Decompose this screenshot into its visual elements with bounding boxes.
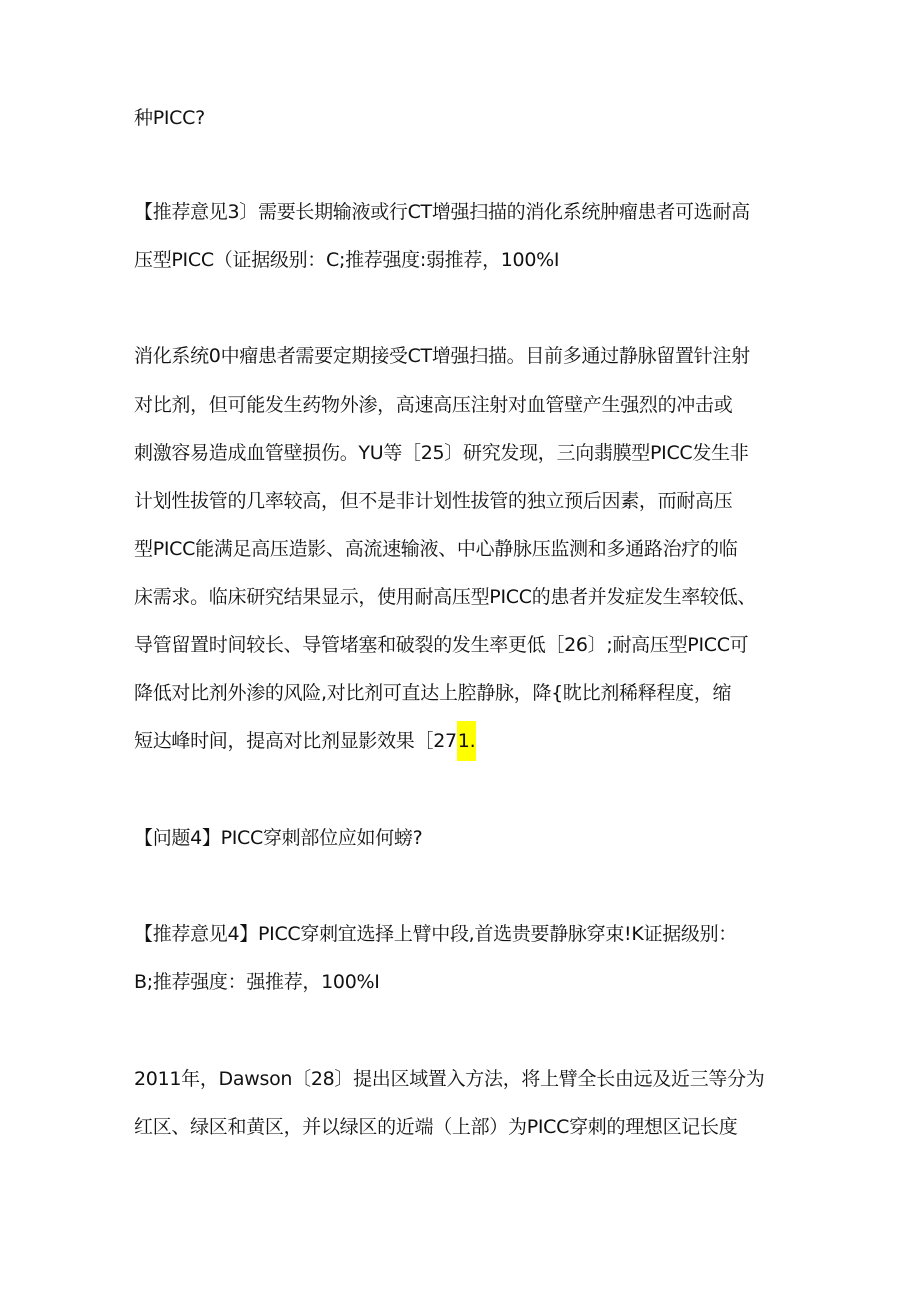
text-line: B;推荐强度：强推荐，100%I [134,971,380,993]
text-line: 床需求。临床研究结果显示，使用耐高压型PICC的患者并发症发生率较低、 [134,586,757,608]
text-line: 红区、绿区和黄区，并以绿区的近端（上部）为PICC穿刺的理想区记长度 [134,1116,738,1138]
text-segment: 短达峰时间，提高对比剂显影效果［27 [134,730,457,752]
text-line: 消化系统0中瘤患者需要定期接受CT增强扫描。目前多通过静脉留置针注射 [134,345,750,367]
text-line: 降低对比剂外渗的风险,对比剂可直达上腔静脉，降{眈比剂稀释程度，缩 [134,682,732,704]
text-line: 计划性拔管的几率较高，但不是非计划性拔管的独立预后因素，而耐高压 [134,490,733,512]
question-heading: 【问题4】PICC穿刺部位应如何螃? [134,827,423,849]
text-line: 压型PICC（证据级别：C;推荐强度:弱推荐，100%I [134,249,560,271]
text-line: 型PICC能满足高压造影、高流速输液、中心静脉压监测和多通路治疗的临 [134,538,738,560]
text-line: 2011年，Dawson〔28〕提出区域置入方法，将上臂全长由远及近三等分为 [134,1068,765,1090]
text-line: 【推荐意见4】PICC穿刺宜选择上臂中段,首选贵要静脉穿束!K证据级别： [134,923,738,945]
text-line: 刺激容易造成血管壁损伤。YU等［25〕研究发现，三向翡膜型PICC发生非 [134,442,749,464]
text-line: 对比剂，但可能发生药物外渗，高速高压注射对血管壁产生强烈的冲击或 [134,394,733,416]
text-line: 【推荐意见3〕需要长期输液或行CT增强扫描的消化系统肿瘤患者可选耐高 [134,201,750,223]
text-line [134,729,476,761]
text-line: 种PICC? [134,107,205,129]
highlighted-text: 1. [457,721,477,761]
text-line: 导管留置时间较长、导管堵塞和破裂的发生率更低［26〕;耐高压型PICC可 [134,634,749,656]
